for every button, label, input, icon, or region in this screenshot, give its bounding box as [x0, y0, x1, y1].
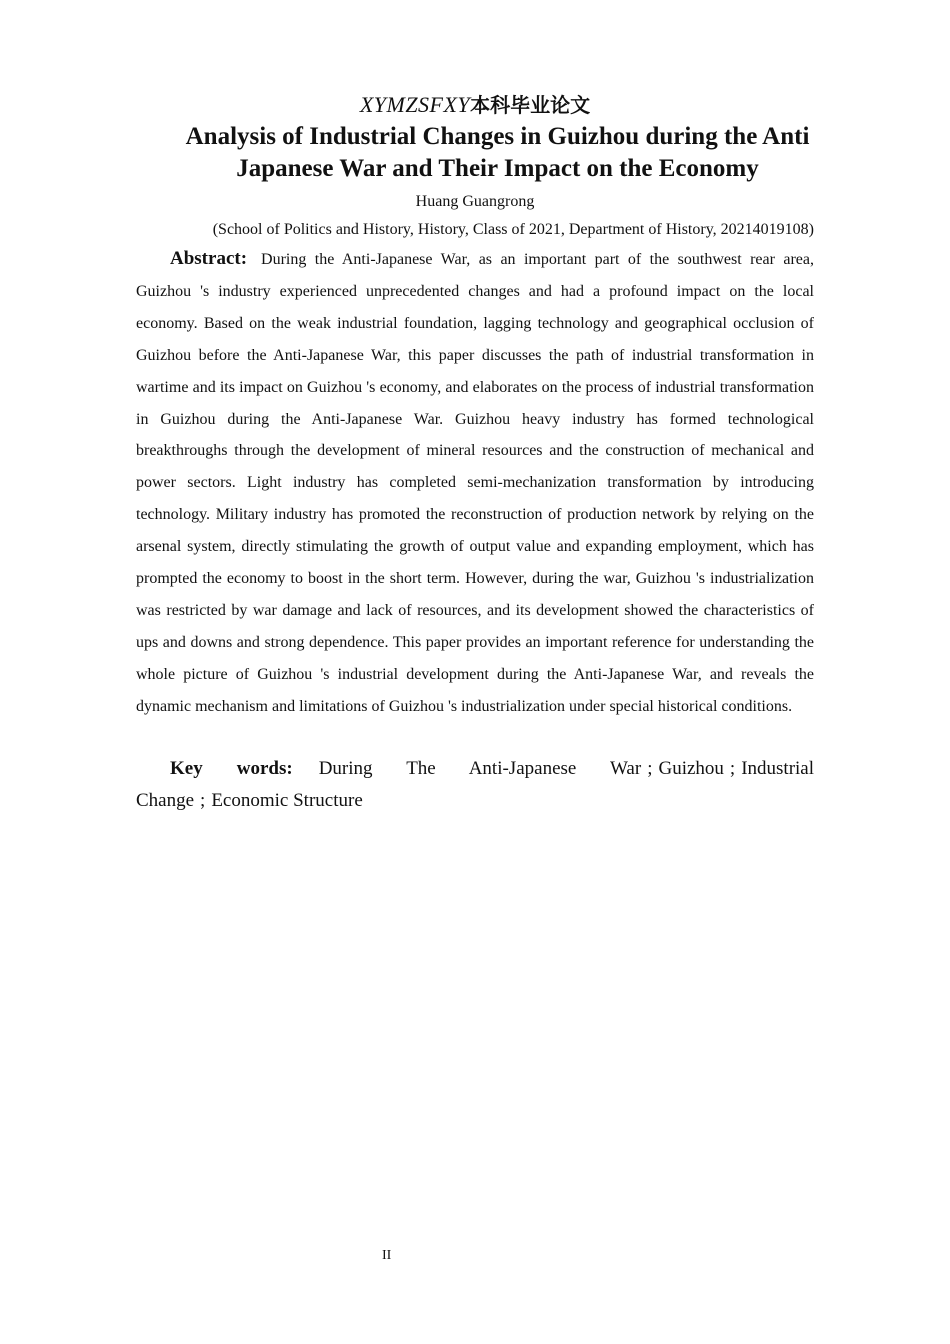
page-number: II [382, 1248, 392, 1263]
abstract-label: Abstract: [170, 248, 248, 269]
keyword-separator: ; [729, 758, 736, 779]
abstract-text: During the Anti-Japanese War, as an important part of the southwest rear area, Guizhou 's industry experienced unprecedented changes and had a profound impact on the local economy. Based on the weak industrial foundation, lagging technology and geographical occlusion of Guizhou before the Anti-Japanese War, this paper discusses the path of industrial transformation in wartime and its impact on Guizhou 's economy, and elaborates on the process of industrial transformation in Guizhou during the Anti-Japanese War. Guizhou heavy industry has formed technological breakthroughs through the development of mineral resources and the construction of mechanical and power sectors. Light industry has completed semi-mechanization transformation by introducing technology. Military industry has promoted the reconstruction of production network by relying on the arsenal system, directly stimulating the growth of output value and expanding employment, which has prompted the economy to boost in the short term. However, during the war, Guizhou 's industrialization was restricted by war damage and lack of resources, and its development showed the characteristics of ups and downs and strong dependence. This paper provides an important reference for understanding the whole picture of Guizhou 's industrial development during the Anti-Japanese War, and reveals the dynamic mechanism and limitations of Guizhou 's industrialization under special historical conditions. [136, 251, 814, 715]
header-latin: XYMZSFXY [359, 92, 471, 117]
keyword-separator: ; [647, 758, 653, 779]
keyword-separator: ; [200, 790, 206, 811]
keywords-label: Key words: [170, 758, 293, 779]
keyword-item: Economic Structure [211, 790, 363, 811]
keyword-item: Industrial Change [136, 758, 815, 811]
keyword-item: During The Anti-Japanese War [318, 758, 642, 779]
keywords-paragraph [136, 753, 814, 817]
keyword-item: Guizhou [658, 758, 724, 779]
author-name: Huang Guangrong [415, 193, 535, 210]
author-affiliation: (School of Politics and History, History, Class of 2021, Department of History, 20214019108) [212, 221, 814, 238]
header-cjk: 本科毕业论文 [470, 93, 591, 117]
running-header [0, 90, 950, 120]
abstract-paragraph [136, 243, 814, 723]
paper-title: Analysis of Industrial Changes in Guizhou during the Anti Japanese War and Their Impact on the Economy [185, 123, 810, 182]
